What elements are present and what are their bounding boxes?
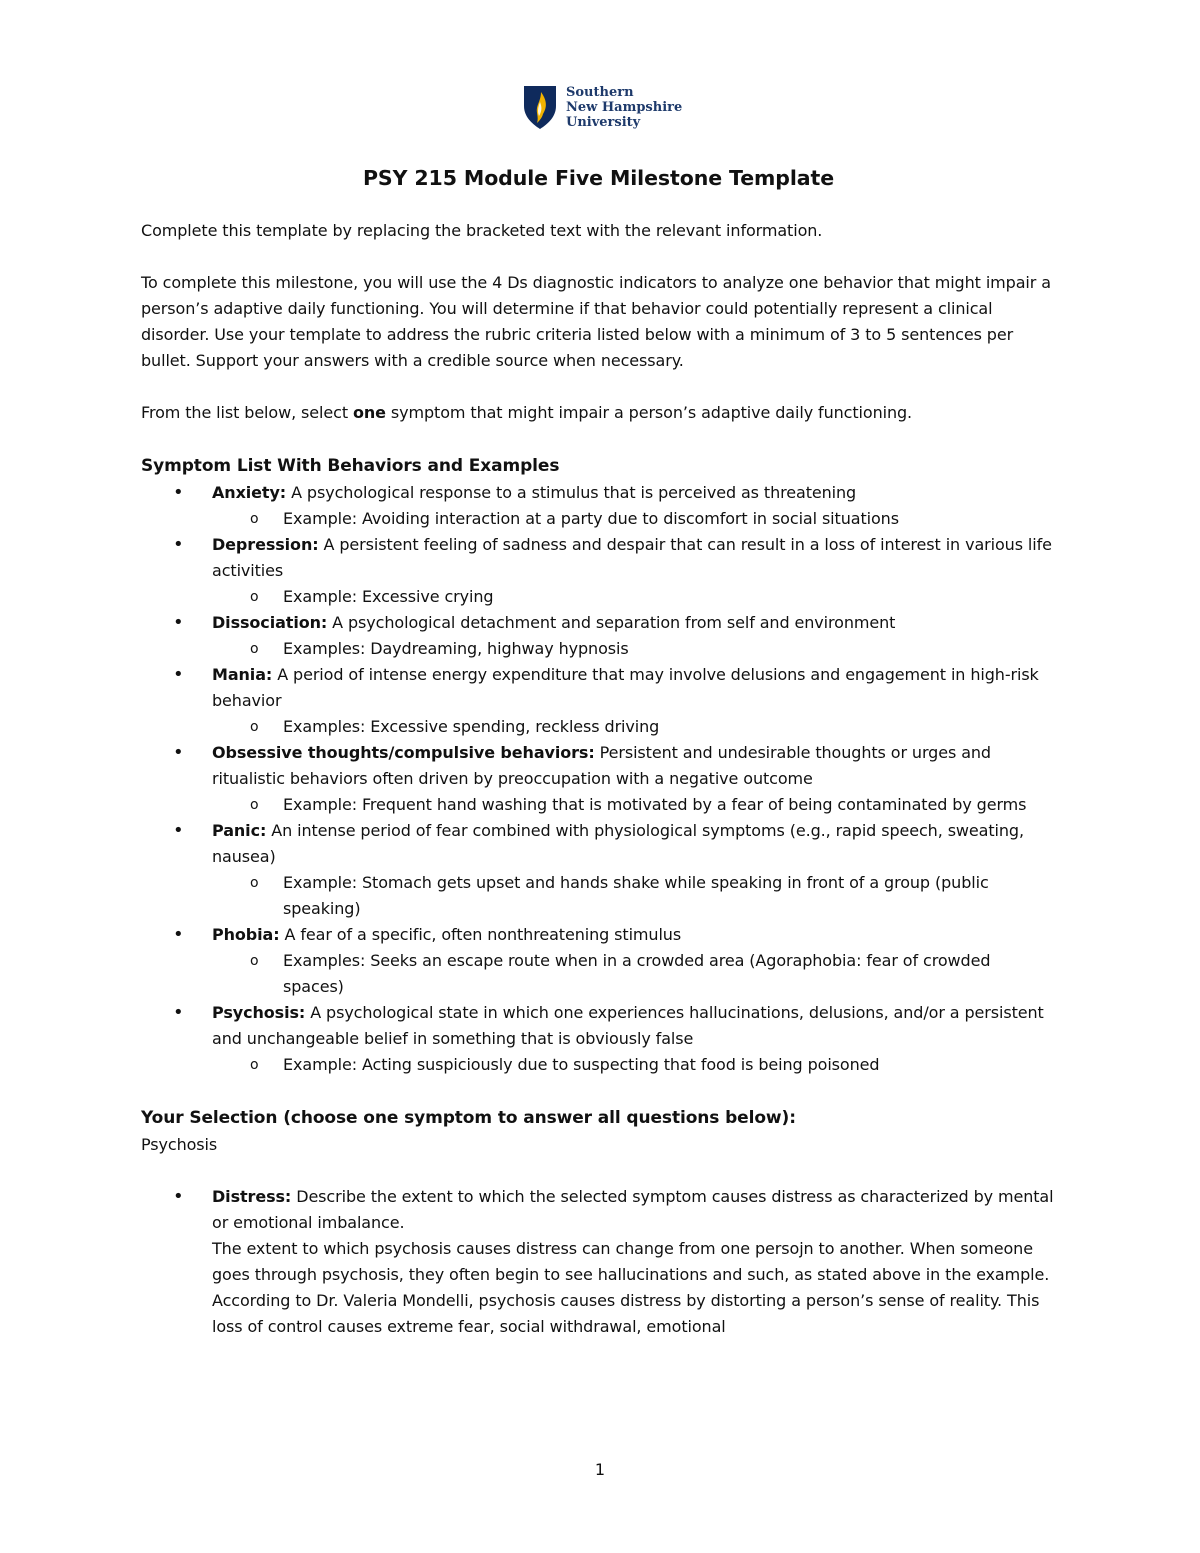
criteria-answer: The extent to which psychosis causes distress can change from one persojn to another. When someone goes through psychosis, they often begin to see hallucinations and such, as stated above in the example. According to Dr. Valeria Mondelli, psychosis causes distress by distorting a person’s sense of reality. This loss of control causes extreme fear, social withdrawal, emotional xyxy=(212,1239,1050,1336)
document-body xyxy=(141,160,1056,1340)
symptom-description: Persistent and undesirable thoughts or urges and ritualistic behaviors often driven by preoccupation with a negative outcome xyxy=(212,743,991,788)
criteria-term: Distress: xyxy=(212,1187,292,1206)
symptom-item-mania xyxy=(141,662,1056,740)
symptom-term: Mania: xyxy=(212,665,273,684)
symptom-description: A fear of a specific, often nonthreatening stimulus xyxy=(279,925,682,944)
selection-instruction-emphasis: one xyxy=(352,403,386,422)
symptom-term: Anxiety: xyxy=(212,483,287,502)
criteria-list xyxy=(141,1184,1056,1340)
symptom-item-phobia xyxy=(141,922,1056,1000)
your-selection-heading: Your Selection (choose one symptom to answer all questions below): xyxy=(141,1108,796,1128)
symptom-term: Depression: xyxy=(212,535,319,554)
shield-flame-icon xyxy=(522,84,558,130)
example-list xyxy=(212,870,1056,922)
example-item: o Example: Stomach gets upset and hands shake while speaking in front of a group (public speaking) xyxy=(212,870,1056,922)
instructions-paragraph: To complete this milestone, you will use the 4 Ds diagnostic indicators to analyze one behavior that might impair a person’s adaptive daily functioning. You will determine if that behavior could potentially represent a clinical disorder. Use your template to address the rubric criteria listed below with a minimum of 3 to 5 sentences per bullet. Support your answers with a credible source when necessary. xyxy=(141,273,1051,370)
example-list xyxy=(212,584,1056,610)
symptom-list xyxy=(141,480,1056,1078)
symptom-term: Psychosis: xyxy=(212,1003,306,1022)
example-item: o Example: Acting suspiciously due to suspecting that food is being poisoned xyxy=(212,1052,1056,1078)
example-item: o Examples: Daydreaming, highway hypnosis xyxy=(212,636,1056,662)
criteria-prompt: Describe the extent to which the selected symptom causes distress as characterized by mental or emotional imbalance. xyxy=(212,1187,1054,1232)
selection-instruction-end: symptom that might impair a person’s adaptive daily functioning. xyxy=(385,403,913,422)
example-item: o Example: Frequent hand washing that is motivated by a fear of being contaminated by germs xyxy=(212,792,1056,818)
example-list xyxy=(212,792,1056,818)
selected-symptom: Psychosis xyxy=(141,1135,218,1154)
logo-line-1: Southern xyxy=(566,84,634,100)
symptom-item-obsessive-compulsive xyxy=(141,740,1056,818)
selection-instruction-start: From the list below, select xyxy=(141,403,353,422)
selection-instruction xyxy=(141,400,1056,426)
example-item: o Examples: Excessive spending, reckless driving xyxy=(212,714,1056,740)
symptom-description: A persistent feeling of sadness and despair that can result in a loss of interest in various life activities xyxy=(212,535,1052,580)
logo-wordmark xyxy=(566,85,682,130)
symptom-item-depression xyxy=(141,532,1056,610)
symptom-item-dissociation xyxy=(141,610,1056,662)
symptom-description: A psychological state in which one experiences hallucinations, delusions, and/or a persistent and unchangeable belief in something that is obviously false xyxy=(212,1003,1044,1048)
symptom-item-panic xyxy=(141,818,1056,922)
logo-line-3: University xyxy=(566,114,641,130)
symptom-term: Panic: xyxy=(212,821,267,840)
symptom-term: Dissociation: xyxy=(212,613,328,632)
example-item: o Examples: Seeks an escape route when in a crowded area (Agoraphobia: fear of crowded spaces) xyxy=(212,948,1056,1000)
symptom-description: A psychological detachment and separation from self and environment xyxy=(327,613,896,632)
example-list xyxy=(212,636,1056,662)
symptom-description: A psychological response to a stimulus that is perceived as threatening xyxy=(286,483,857,502)
example-item: o Example: Excessive crying xyxy=(212,584,1056,610)
criteria-item-distress xyxy=(141,1184,1056,1340)
document-title: PSY 215 Module Five Milestone Template xyxy=(363,166,834,190)
symptom-term: Phobia: xyxy=(212,925,280,944)
university-logo xyxy=(522,84,682,130)
example-item: o Example: Avoiding interaction at a party due to discomfort in social situations xyxy=(212,506,1056,532)
example-list xyxy=(212,1052,1056,1078)
example-list xyxy=(212,506,1056,532)
symptom-description: A period of intense energy expenditure that may involve delusions and engagement in high-risk behavior xyxy=(212,665,1039,710)
symptom-item-anxiety xyxy=(141,480,1056,532)
intro-paragraph: Complete this template by replacing the bracketed text with the relevant information. xyxy=(141,221,823,240)
symptom-description: An intense period of fear combined with physiological symptoms (e.g., rapid speech, sweating, nausea) xyxy=(212,821,1024,866)
example-list xyxy=(212,714,1056,740)
page-number: 1 xyxy=(594,1460,606,1479)
symptom-list-heading: Symptom List With Behaviors and Examples xyxy=(141,456,560,476)
example-list xyxy=(212,948,1056,1000)
logo-line-2: New Hampshire xyxy=(566,99,683,115)
symptom-item-psychosis xyxy=(141,1000,1056,1078)
symptom-term: Obsessive thoughts/compulsive behaviors: xyxy=(212,743,595,762)
